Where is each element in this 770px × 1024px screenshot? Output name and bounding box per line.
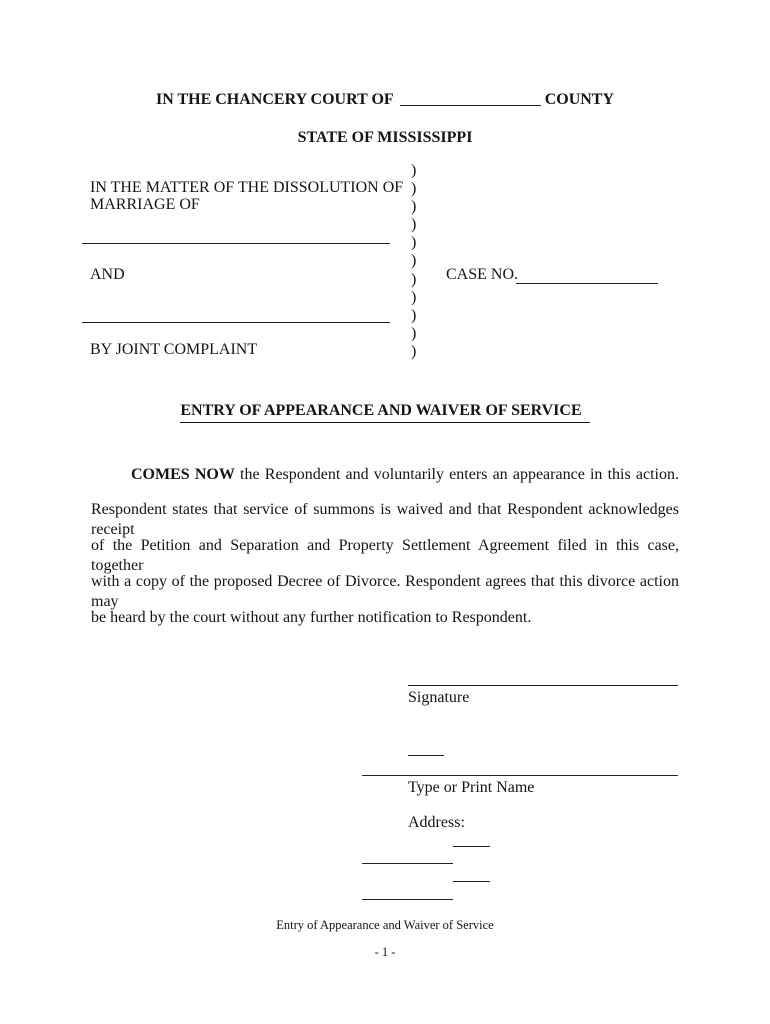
state-header-line: STATE OF MISSISSIPPI — [297, 129, 473, 146]
caption-bracket: ) — [411, 306, 417, 324]
body-paragraph-line: be heard by the court without any further notification to Respondent. — [91, 609, 532, 626]
footer-page-number: - 1 - — [374, 945, 396, 959]
caption-bracket: ) — [411, 234, 417, 252]
footer-doc-name: Entry of Appearance and Waiver of Service — [276, 918, 494, 932]
signature-blank — [408, 685, 678, 686]
county-name-blank — [400, 105, 541, 106]
caption-bracket: ) — [411, 270, 417, 288]
caption-bracket: ) — [411, 180, 417, 198]
document-title-row — [0, 402, 770, 423]
caption-bracket: ) — [411, 324, 417, 342]
comes-now-lead: COMES NOW — [131, 466, 235, 483]
address-label: Address: — [408, 814, 465, 831]
body-paragraph-line: with a copy of the proposed Decree of Divorce. Respondent agrees that this divorce action may — [91, 573, 679, 610]
address-line-blank-1 — [362, 863, 453, 864]
address-short-blank-1 — [453, 846, 490, 847]
body-paragraph-line — [91, 465, 679, 485]
caption-bracket: ) — [411, 252, 417, 270]
caption-bracket: ) — [411, 198, 417, 216]
caption-bracket: ) — [411, 216, 417, 234]
short-blank — [408, 755, 444, 756]
court-name-prefix: IN THE CHANCERY COURT OF — [155, 91, 394, 108]
caption-bracket: ) — [411, 342, 417, 360]
case-no-blank — [516, 283, 658, 284]
matter-caption-line2: MARRIAGE OF — [90, 196, 200, 213]
address-short-blank-2 — [453, 881, 490, 882]
and-label: AND — [90, 266, 125, 283]
address-line-blank-2 — [362, 899, 453, 900]
case-no-label: CASE NO. — [446, 266, 519, 283]
second-spouse-name-blank — [82, 322, 390, 323]
caption-bracket-column — [411, 162, 416, 361]
body-paragraph-line: of the Petition and Separation and Property Settlement Agreement filed in this case, together — [91, 537, 679, 574]
type-or-print-name-label: Type or Print Name — [408, 779, 535, 796]
body-text: the Respondent and voluntarily enters an appearance in this action. — [234, 466, 679, 483]
caption-bracket: ) — [411, 162, 417, 179]
court-header-line — [0, 91, 770, 109]
by-joint-complaint-label: BY JOINT COMPLAINT — [90, 341, 258, 358]
signature-label: Signature — [408, 689, 470, 706]
court-name-suffix: COUNTY — [544, 91, 615, 108]
matter-caption-line1: IN THE MATTER OF THE DISSOLUTION OF — [90, 179, 404, 196]
document-title: ENTRY OF APPEARANCE AND WAIVER OF SERVICE — [180, 402, 589, 423]
caption-bracket: ) — [411, 288, 417, 306]
type-or-print-name-blank — [362, 775, 678, 776]
first-spouse-name-blank — [82, 243, 390, 244]
body-paragraph-line: Respondent states that service of summons is waived and that Respondent acknowledges receipt — [91, 501, 679, 538]
